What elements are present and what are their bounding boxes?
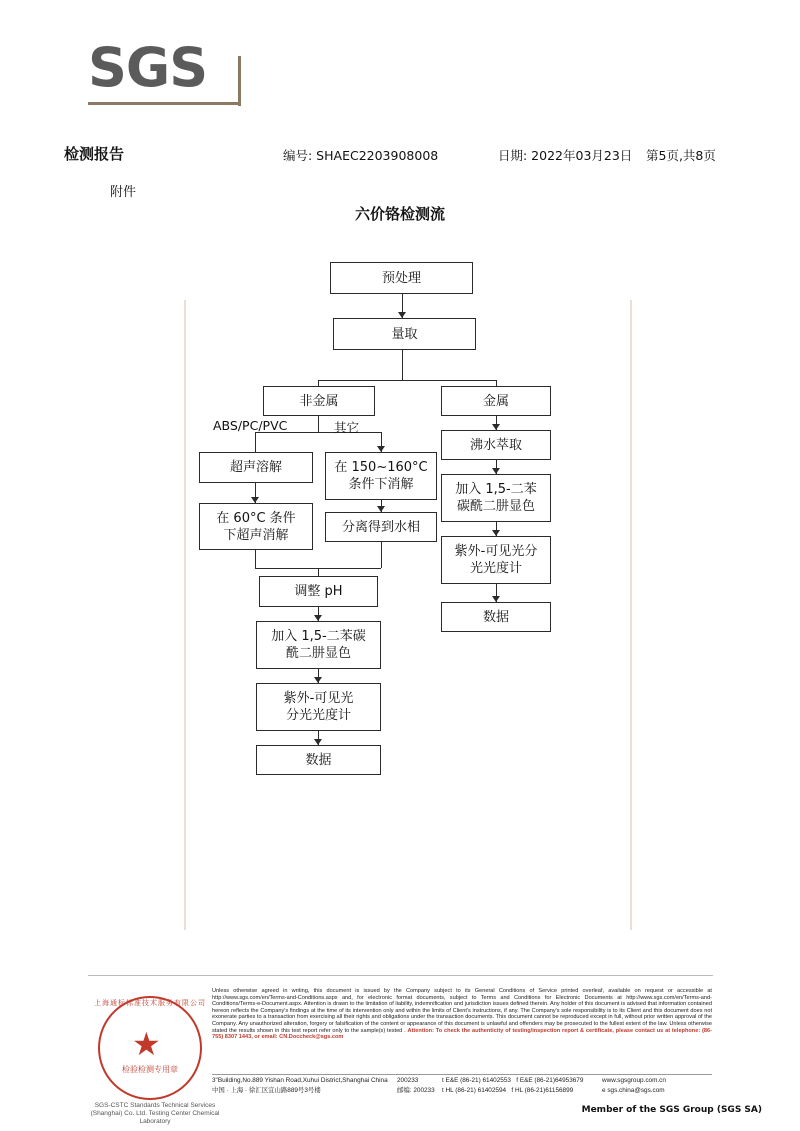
flow-node-boil-extract: 沸水萃取	[441, 430, 551, 460]
sgs-logo-text: SGS	[88, 36, 208, 99]
address-en: 3"Building,No.889 Yishan Road,Xuhui District,Shanghai China	[212, 1077, 388, 1084]
attachment-label: 附件	[110, 185, 137, 200]
flowchart-title: 六价铬检测流	[354, 205, 445, 223]
company-stamp	[88, 990, 220, 1125]
edge-nonmetal-down	[318, 416, 319, 432]
edge-label-other: 其它	[334, 420, 360, 435]
edge-split-bus	[318, 380, 496, 381]
flow-node-ultrasonic-dissolve: 超声溶解	[199, 452, 313, 483]
flow-node-uv-vis-nonmetal	[256, 683, 381, 731]
flow-node-add-dpc-metal-line1: 加入 1,5-二苯	[455, 482, 537, 497]
address-block	[212, 1076, 712, 1096]
legal-text-block	[212, 988, 712, 1041]
flow-node-metal: 金属	[441, 386, 551, 416]
flow-node-add-dpc-metal	[441, 474, 551, 522]
sgs-logo	[88, 36, 248, 108]
phone-cn-2: f HL (86-21)61156899	[511, 1087, 574, 1094]
phone-cn	[442, 1086, 602, 1096]
email[interactable]: e sgs.china@sgs.com	[602, 1087, 665, 1094]
flow-node-uv-vis-metal-line1: 紫外-可见光分	[454, 544, 538, 559]
flow-node-ultrasonic-60	[199, 503, 313, 550]
page-title: 检测报告	[64, 145, 125, 163]
address-divider	[212, 1074, 712, 1075]
phone-en-2: f E&E (86-21)64953679	[516, 1077, 584, 1084]
flow-node-add-dpc-nonmetal-line1: 加入 1,5-二苯碳	[271, 629, 366, 644]
address-row-en	[212, 1076, 712, 1086]
edge-separate-down	[381, 542, 382, 568]
flow-node-add-dpc-metal-line2: 碳酰二肼显色	[456, 499, 535, 514]
phone-en	[442, 1076, 602, 1086]
website[interactable]: www.sgsgroup.com.cn	[602, 1077, 666, 1084]
flow-node-data-metal: 数据	[441, 602, 551, 632]
legal-attention: Attention: To check the authenticity of testing/inspection report & certificate, please contact us at telephone: (86-755) 8307 1443, or email: CN.Doccheck@sgs.com	[212, 1027, 712, 1041]
logo-vertical-rule	[238, 56, 241, 106]
address-row-cn	[212, 1086, 712, 1096]
flow-node-measure: 量取	[333, 318, 476, 350]
report-number: 编号: SHAEC2203908008	[283, 148, 439, 163]
flow-node-nonmetal: 非金属	[263, 386, 375, 416]
phone-en-1: t E&E (86-21) 61402553	[442, 1077, 511, 1084]
stamp-caption: SGS-CSTC Standards Technical Services (Shanghai) Co. Ltd. Testing Center Chemical Laboratory	[90, 1102, 220, 1125]
report-date: 日期: 2022年03月23日	[498, 148, 633, 163]
stamp-mid-text: 检验检测专用章	[122, 1065, 178, 1074]
flow-node-digest-150-160	[325, 452, 437, 500]
stamp-top-text: 上海通标标准技术服务有限公司	[94, 1000, 206, 1007]
page-indicator: 第5页,共8页	[646, 148, 716, 163]
flow-node-digest-150-160-label-line2: 条件下消解	[348, 477, 414, 492]
logo-underline	[88, 102, 238, 105]
flow-node-ultrasonic-60-label-line2: 下超声消解	[223, 527, 289, 543]
flow-node-separate-water: 分离得到水相	[325, 512, 437, 542]
postcode-en: 200233	[397, 1077, 419, 1084]
star-icon: ★	[132, 1026, 161, 1062]
flow-node-uv-vis-metal	[441, 536, 551, 584]
edge-ultrasonic60-down	[255, 550, 256, 568]
member-note: Member of the SGS Group (SGS SA)	[581, 1105, 762, 1115]
flow-node-adjust-ph: 调整 pH	[259, 576, 378, 607]
legal-text: Unless otherwise agreed in writing, this document is issued by the Company subject to its General Conditions of Service printed overleaf, available on request or accessible at http://www.sgs.com/en/Terms-and-Conditions.aspx and, for electronic format documents, subject to Terms and Conditions for Electronic Documents at http://www.sgs.com/en/Terms-and-Conditions/Terms-e-Document.aspx. Attention is drawn to the limitation of liability, indemnification and jurisdiction issues defined therein. Any holder of this document is advised that information contained hereon reflects the Company's findings at the time of its intervention only and within the limits of Client's instructions, if any. The Company's sole responsibility is to its Client and this document does not exonerate parties to a transaction from exercising all their rights and obligations under the transaction documents. This document cannot be reproduced except in full, without prior written approval of the Company. Any unauthorized alteration, forgery or falsification of the content or appearance of this document is unlawful and offenders may be prosecuted to the fullest extent of the law. Unless otherwise stated the results shown in this test report refer only to the sample(s) tested .	[212, 988, 712, 1034]
flow-node-digest-150-160-label-line1: 在 150~160°C	[334, 460, 428, 475]
flow-node-pretreat: 预处理	[330, 262, 473, 294]
edge-label-abs-pc-pvc: ABS/PC/PVC	[213, 418, 288, 433]
postcode-cn: 邮编: 200233	[397, 1087, 435, 1094]
address-cn: 中国 · 上海 · 徐汇区宜山路889号3号楼	[212, 1087, 321, 1094]
flow-node-uv-vis-nonmetal-line2: 分光光度计	[285, 708, 351, 723]
flow-node-ultrasonic-60-label-line1: 在 60°C 条件	[216, 510, 296, 526]
flow-node-add-dpc-nonmetal-line2: 酰二肼显色	[285, 646, 351, 661]
footer-divider	[88, 975, 713, 976]
phone-cn-1: t HL (86-21) 61402594	[442, 1087, 507, 1094]
flow-node-uv-vis-nonmetal-line1: 紫外-可见光	[283, 691, 354, 706]
edge-measure-bus	[402, 350, 403, 380]
flow-node-uv-vis-metal-line2: 光光度计	[469, 561, 522, 576]
flowchart	[0, 240, 800, 780]
flow-node-add-dpc-nonmetal	[256, 621, 381, 669]
flow-node-data-nonmetal: 数据	[256, 745, 381, 775]
